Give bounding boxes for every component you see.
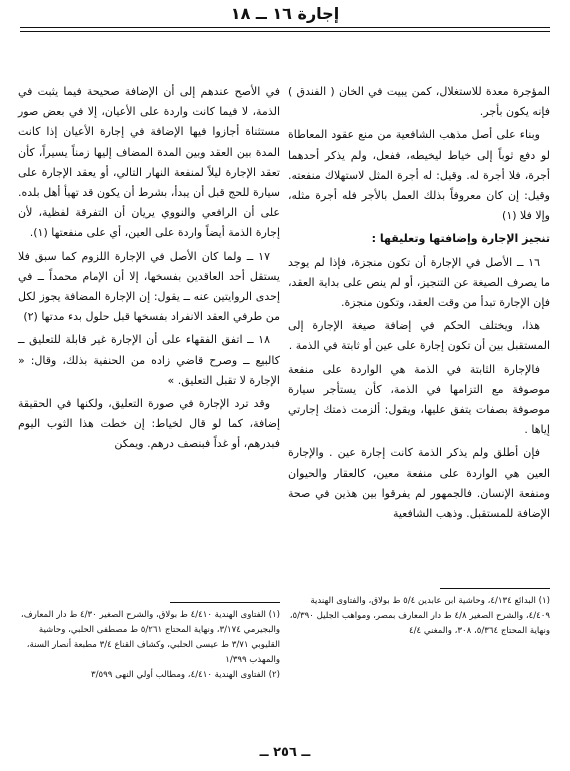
- paragraph: ١٨ ــ اتفق الفقهاء على أن الإجارة غير قابلة للتعليق ــ كالبيع ــ وصرح قاضي زاده من الحنفية بذلك، وقال: « الإجارة لا تقبل التعليق. »: [18, 333, 280, 387]
- paragraph: وقد ترد الإجارة في صورة التعليق، ولكنها في الحقيقة إضافة، كما لو قال لخياط: إن خطت هذا الثوب اليوم فبدرهم، أو غداً فبنصف درهم. ويمكن: [18, 397, 280, 451]
- footnote: (١) الفتاوى الهندية ٤/٤١٠ ط بولاق، والشرح الصغير ٤/٣٠ ط دار المعارف، والبجيرمي ٣/١٧٤، ونهاية المحتاج ٥/٢٦١ ط مصطفى الحلبي، وحاشية القليوبي ٣/٧١ ط عيسى الحلبي، وكشاف القناع ٣/٤ مطبعة أنصار السنة، والمهذب ١/٣٩٩: [20, 610, 280, 665]
- page-number: ــ ٢٥٦ ــ: [259, 745, 311, 760]
- section-heading: تنجيز الإجارة وإضافتها وتعليقها :: [371, 232, 550, 246]
- footnotes-left: [18, 608, 280, 683]
- header-rule-bottom: [20, 31, 550, 32]
- footnote-rule-right: [440, 588, 550, 589]
- footnote-rule-left: [170, 602, 280, 603]
- footnote: (٢) الفتاوى الهندية ٤/٤١٠، ومطالب أولي النهى ٣/٥٩٩: [91, 670, 280, 680]
- footnote: (١) البدائع ٤/١٣٤، وحاشية ابن عابدين ٥/٤ ط بولاق، والفتاوى الهندية ٤/٤٠٩، والشرح الصغير ٤/٨ ط دار المعارف بمصر، ومواهب الجليل ٥/٣٩٠، ونهاية المحتاج ٥/٣٦٤، ٣٠٨، والمغني ٤/٤: [289, 596, 550, 636]
- paragraph: فإن أطلق ولم يذكر الذمة كانت إجارة عين . والإجارة العين هي الواردة على منفعة معين، كالعقار والحيوان ومنفعة الإنسان. فالجمهور لم يفرقوا بين هذين في صحة الإضافة للمستقبل. وذهب الشافعية: [288, 446, 550, 521]
- paragraph: وبناء على أصل مذهب الشافعية من منع عقود المعاطاة لو دفع ثوباً إلى خياط ليخيطه، ففعل، ولم يذكر أحدهما أجرة، فلا أجرة له. وقيل: له أجرة المثل لاستهلاك منفعته. وقيل: إن كان معروفاً بذلك العمل بالأجر فله أجرة مثله، وإلا فلا (١): [288, 128, 550, 223]
- header-rule-top: [20, 27, 550, 28]
- running-header: إجارة ١٦ ــ ١٨: [230, 4, 340, 23]
- paragraph: ١٦ ــ الأصل في الإجارة أن تكون منجزة، فإذا لم يوجد ما يصرف الصيغة عن التنجيز، أو لم ينص على بداية العقد، فإن الإجارة تبدأ من وقت العقد، وتكون منجزة.: [288, 255, 550, 310]
- paragraph: هذا، ويختلف الحكم في إضافة صيغة الإجارة إلى المستقبل بين أن تكون إجارة على عين أو ثابتة في الذمة .: [288, 319, 550, 353]
- paragraph: المؤجرة معدة للاستغلال، كمن يبيت في الخان ( الفندق ) فإنه يكون بأجر.: [288, 85, 550, 119]
- paragraph: ١٧ ــ ولما كان الأصل في الإجارة اللزوم كما سبق فلا يستقل أحد العاقدين بفسخها، إلا أن الإمام محمداً ــ في إحدى الروايتين عنه ــ يقول: إن الإجارة المضافة يجوز لكل من طرفي العقد الانفراد بفسخها قبل حلول بدء مدتها (٢): [18, 249, 280, 324]
- footnotes-right: [288, 594, 550, 639]
- paragraph: فالإجارة الثابتة في الذمة هي الواردة على منفعة موصوفة مع التزامها في الذمة، كأن يستأجر سيارة موصوفة بصفات يتفق عليها، ويقول: ألزمت ذمتك إجارتي إياها .: [288, 362, 550, 437]
- paragraph: في الأصح عندهم إلى أن الإضافة صحيحة فيما يثبت في الذمة، لا فيما كانت واردة على الأعيان، إلا في بعض صور مستثناة أجازوا فيها الإضافة في إجارة الأعيان إذا كانت المدة بين العقد وبين المدة المضاف إليها زمناً يسيراً، كأن تعقد الإجارة ليلاً لمنفعة النهار التالي، أو يعقد الإجارة على سيارة للحج قبل أن يبدأ، بشرط أن يكون قد تهيأ أهل بلده. على أن الرافعي والنووي يريان أن التفرقة لفظية، لأن إجارة الذمة أيضاً واردة على العين، أي على منفعتها (١).: [18, 85, 280, 240]
- left-column: [18, 82, 280, 458]
- right-column: [288, 82, 550, 527]
